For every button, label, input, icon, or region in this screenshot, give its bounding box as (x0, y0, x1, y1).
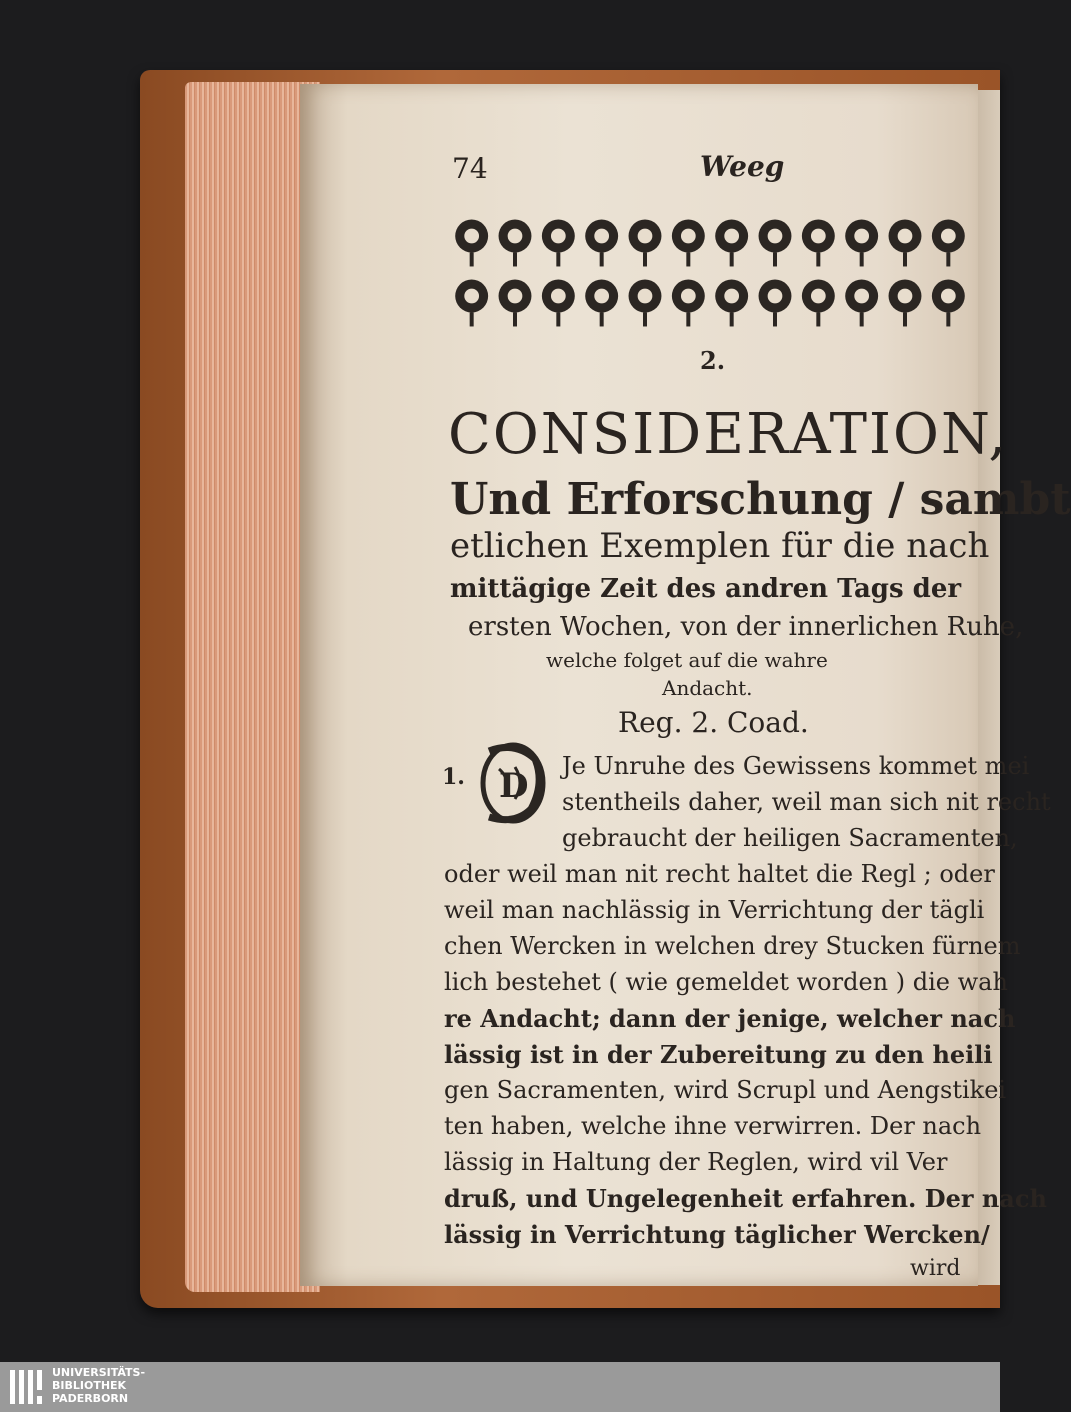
body-line: stentheils daher, weil man sich nit recht (562, 788, 1051, 816)
ornament-flower (845, 280, 878, 327)
body-line: druß, und Ungelegenheit erfahren. Der nach (444, 1184, 1047, 1213)
body-line: lich bestehet ( wie gemeldet worden ) die wah (444, 968, 1008, 996)
catchword: wird (910, 1256, 961, 1281)
ornament-flower (932, 220, 965, 267)
ornament-flower (759, 280, 792, 327)
ornament-flower (802, 220, 835, 267)
body-line: ten haben, welche ihne verwirren. Der nach (444, 1112, 982, 1140)
body-line: weil man nachlässig in Verrichtung der tägli (444, 896, 985, 924)
subtitle-line: ersten Wochen, von der innerlichen Ruhe, (468, 612, 1024, 642)
ornament-flower (542, 280, 575, 327)
subtitle-line: mittägige Zeit des andren Tags der (450, 574, 962, 604)
ornament-flower (715, 220, 748, 267)
ornament-flower (542, 220, 575, 267)
body-line: chen Wercken in welchen drey Stucken fürnem (444, 932, 1021, 960)
rule-reference: Reg. 2. Coad. (618, 706, 809, 739)
subtitle-line: Andacht. (662, 676, 753, 700)
ornament-flower (889, 220, 922, 267)
ornament-flower (455, 280, 488, 327)
body-line: gebraucht der heiligen Sacramenten, (562, 824, 1018, 852)
subtitle-line: etlichen Exemplen für die nach (450, 526, 990, 566)
decorated-initial (475, 739, 547, 825)
section-number: 2. (700, 346, 726, 375)
body-line: re Andacht; dann der jenige, welcher nach (444, 1004, 1016, 1033)
ornament-flower (499, 280, 532, 327)
svg-text:D: D (499, 766, 529, 806)
chapter-title: CONSIDERATION, (448, 402, 1009, 467)
subtitle-line: Und Erforschung / sambt (450, 474, 1071, 525)
ornament-flower (932, 280, 965, 327)
page-number: 74 (452, 152, 488, 185)
body-line: gen Sacramenten, wird Scrupl und Aengstikei (444, 1076, 1007, 1104)
library-logo-icon (8, 1368, 48, 1406)
ornament-flower (672, 280, 705, 327)
floral-ornament-band (450, 204, 970, 328)
ornament-flower (715, 280, 748, 327)
ornament-flower (629, 280, 662, 327)
ornament-flower (499, 220, 532, 267)
library-logo-text: UNIVERSITÄTS- BIBLIOTHEK PADERBORN (52, 1366, 146, 1405)
ornament-flower (585, 280, 618, 327)
body-line: lässig in Haltung der Reglen, wird vil Ver (444, 1148, 948, 1176)
paragraph-number: 1. (442, 764, 465, 790)
library-footer (0, 1362, 1000, 1412)
ornament-flower (672, 220, 705, 267)
ornament-flower (759, 220, 792, 267)
ornament-flower (585, 220, 618, 267)
ornament-flower (629, 220, 662, 267)
body-line: Je Unruhe des Gewissens kommet mei (562, 752, 1030, 780)
body-line: lässig in Verrichtung täglicher Wercken/ (444, 1220, 990, 1249)
ornament-flower (802, 280, 835, 327)
subtitle-line: welche folget auf die wahre (546, 648, 828, 672)
ornament-flower (845, 220, 878, 267)
ornament-flower (455, 220, 488, 267)
body-line: oder weil man nit recht haltet die Regl ; oder (444, 860, 995, 888)
book-page (300, 84, 1071, 1286)
body-line: lässig ist in der Zubereitung zu den heili (444, 1040, 993, 1069)
running-head: Weeg (700, 150, 785, 183)
ornament-flower (889, 280, 922, 327)
